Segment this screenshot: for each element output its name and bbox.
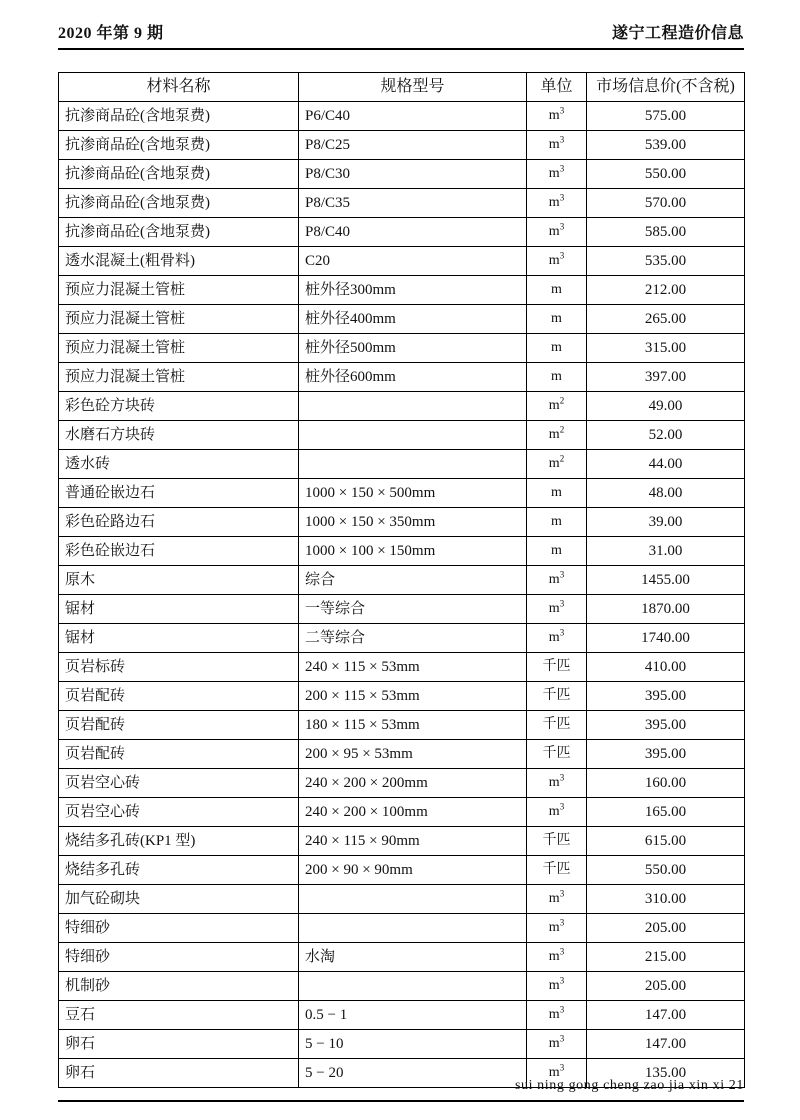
cell-unit: 千匹: [527, 740, 587, 769]
cell-specification: 1000 × 100 × 150mm: [299, 537, 527, 566]
cell-price: 395.00: [587, 682, 745, 711]
table-row: [59, 856, 745, 885]
cell-unit: $m^3$: [527, 595, 587, 624]
cell-material-name: 抗渗商品砼(含地泵费): [59, 102, 299, 131]
cell-material-name: 彩色砼嵌边石: [59, 537, 299, 566]
table-row: [59, 624, 745, 653]
table-body: [59, 102, 745, 1088]
cell-specification: 1000 × 150 × 350mm: [299, 508, 527, 537]
cell-specification: 1000 × 150 × 500mm: [299, 479, 527, 508]
table-row: [59, 189, 745, 218]
cell-unit: $m^3$: [527, 972, 587, 1001]
cell-specification: 240 × 115 × 90mm: [299, 827, 527, 856]
table-row: [59, 1001, 745, 1030]
cell-price: 265.00: [587, 305, 745, 334]
cell-specification: 5 − 20: [299, 1059, 527, 1088]
cell-specification: 240 × 115 × 53mm: [299, 653, 527, 682]
cell-price: 550.00: [587, 856, 745, 885]
cell-price: 205.00: [587, 914, 745, 943]
cell-specification: 180 × 115 × 53mm: [299, 711, 527, 740]
publication-title: 遂宁工程造价信息: [611, 25, 744, 42]
table-row: [59, 102, 745, 131]
cell-price: 535.00: [587, 247, 745, 276]
table-row: [59, 914, 745, 943]
table-row: [59, 537, 745, 566]
table-header-row: [59, 73, 745, 102]
table-row: [59, 334, 745, 363]
cell-material-name: 页岩配砖: [59, 682, 299, 711]
cell-unit: $m^3$: [527, 798, 587, 827]
cell-specification: 200 × 115 × 53mm: [299, 682, 527, 711]
cell-unit: m: [527, 479, 587, 508]
cell-price: 395.00: [587, 740, 745, 769]
cell-unit: m: [527, 305, 587, 334]
table-row: [59, 508, 745, 537]
price-table-container: [58, 72, 744, 1088]
cell-material-name: 抗渗商品砼(含地泵费): [59, 218, 299, 247]
cell-unit: $m^3$: [527, 885, 587, 914]
cell-price: 49.00: [587, 392, 745, 421]
cell-material-name: 特细砂: [59, 914, 299, 943]
cell-specification: [299, 392, 527, 421]
page-footer: sui ning gong cheng zao jia xin xi 21: [514, 1078, 744, 1093]
cell-material-name: 预应力混凝土管桩: [59, 276, 299, 305]
cell-specification: P8/C25: [299, 131, 527, 160]
cell-specification: 240 × 200 × 200mm: [299, 769, 527, 798]
cell-specification: [299, 421, 527, 450]
cell-material-name: 页岩空心砖: [59, 769, 299, 798]
cell-unit: 千匹: [527, 682, 587, 711]
cell-specification: P8/C35: [299, 189, 527, 218]
cell-material-name: 卵石: [59, 1059, 299, 1088]
cell-specification: 桩外径500mm: [299, 334, 527, 363]
cell-price: 1870.00: [587, 595, 745, 624]
cell-specification: [299, 914, 527, 943]
cell-unit: $m^3$: [527, 131, 587, 160]
cell-unit: $m^3$: [527, 1030, 587, 1059]
table-row: [59, 711, 745, 740]
table-row: [59, 479, 745, 508]
cell-specification: 240 × 200 × 100mm: [299, 798, 527, 827]
table-row: [59, 566, 745, 595]
cell-specification: 二等综合: [299, 624, 527, 653]
cell-price: 135.00: [587, 1059, 745, 1088]
table-row: [59, 450, 745, 479]
cell-price: 39.00: [587, 508, 745, 537]
cell-price: 160.00: [587, 769, 745, 798]
cell-material-name: 烧结多孔砖: [59, 856, 299, 885]
cell-material-name: 透水混凝土(粗骨料): [59, 247, 299, 276]
cell-material-name: 透水砖: [59, 450, 299, 479]
cell-unit: $m^2$: [527, 392, 587, 421]
cell-unit: m: [527, 276, 587, 305]
cell-material-name: 页岩空心砖: [59, 798, 299, 827]
cell-unit: 千匹: [527, 827, 587, 856]
price-table: [58, 72, 745, 1088]
cell-unit: $m^3$: [527, 160, 587, 189]
table-row: [59, 798, 745, 827]
cell-unit: m: [527, 537, 587, 566]
cell-price: 397.00: [587, 363, 745, 392]
cell-price: 147.00: [587, 1030, 745, 1059]
table-row: [59, 972, 745, 1001]
table-row: [59, 247, 745, 276]
cell-unit: $m^3$: [527, 102, 587, 131]
cell-price: 48.00: [587, 479, 745, 508]
cell-price: 615.00: [587, 827, 745, 856]
cell-unit: $m^3$: [527, 189, 587, 218]
cell-unit: 千匹: [527, 856, 587, 885]
table-row: [59, 218, 745, 247]
table-row: [59, 392, 745, 421]
column-header-price: 市场信息价(不含税): [587, 73, 745, 102]
cell-price: 165.00: [587, 798, 745, 827]
cell-unit: m: [527, 363, 587, 392]
cell-specification: P8/C30: [299, 160, 527, 189]
cell-specification: 200 × 95 × 53mm: [299, 740, 527, 769]
table-row: [59, 943, 745, 972]
cell-material-name: 普通砼嵌边石: [59, 479, 299, 508]
cell-price: 212.00: [587, 276, 745, 305]
cell-price: 1455.00: [587, 566, 745, 595]
cell-material-name: 锯材: [59, 595, 299, 624]
cell-specification: 综合: [299, 566, 527, 595]
table-row: [59, 160, 745, 189]
cell-price: 1740.00: [587, 624, 745, 653]
cell-unit: 千匹: [527, 711, 587, 740]
cell-specification: [299, 972, 527, 1001]
cell-unit: $m^3$: [527, 566, 587, 595]
cell-price: 215.00: [587, 943, 745, 972]
cell-price: 550.00: [587, 160, 745, 189]
cell-specification: [299, 450, 527, 479]
cell-material-name: 豆石: [59, 1001, 299, 1030]
cell-material-name: 机制砂: [59, 972, 299, 1001]
cell-specification: 桩外径300mm: [299, 276, 527, 305]
cell-specification: [299, 885, 527, 914]
column-header-unit: 单位: [527, 73, 587, 102]
table-row: [59, 885, 745, 914]
cell-material-name: 预应力混凝土管桩: [59, 363, 299, 392]
table-row: [59, 827, 745, 856]
cell-unit: m: [527, 508, 587, 537]
cell-material-name: 特细砂: [59, 943, 299, 972]
cell-unit: m: [527, 334, 587, 363]
cell-specification: 200 × 90 × 90mm: [299, 856, 527, 885]
cell-material-name: 卵石: [59, 1030, 299, 1059]
cell-specification: P8/C40: [299, 218, 527, 247]
cell-material-name: 加气砼砌块: [59, 885, 299, 914]
table-row: [59, 595, 745, 624]
table-row: [59, 682, 745, 711]
cell-material-name: 预应力混凝土管桩: [59, 334, 299, 363]
cell-material-name: 抗渗商品砼(含地泵费): [59, 160, 299, 189]
cell-material-name: 抗渗商品砼(含地泵费): [59, 131, 299, 160]
cell-material-name: 页岩配砖: [59, 740, 299, 769]
cell-unit: $m^3$: [527, 914, 587, 943]
cell-price: 31.00: [587, 537, 745, 566]
cell-unit: 千匹: [527, 653, 587, 682]
table-row: [59, 276, 745, 305]
cell-material-name: 彩色砼方块砖: [59, 392, 299, 421]
cell-unit: $m^2$: [527, 450, 587, 479]
cell-price: 575.00: [587, 102, 745, 131]
footer-divider: [58, 1100, 744, 1102]
table-row: [59, 653, 745, 682]
table-row: [59, 363, 745, 392]
cell-unit: $m^3$: [527, 247, 587, 276]
cell-price: 539.00: [587, 131, 745, 160]
cell-unit: $m^3$: [527, 1001, 587, 1030]
table-row: [59, 131, 745, 160]
cell-specification: 桩外径600mm: [299, 363, 527, 392]
column-header-spec: 规格型号: [299, 73, 527, 102]
cell-specification: 5 − 10: [299, 1030, 527, 1059]
table-row: [59, 1030, 745, 1059]
cell-material-name: 预应力混凝土管桩: [59, 305, 299, 334]
cell-price: 410.00: [587, 653, 745, 682]
cell-price: 585.00: [587, 218, 745, 247]
cell-material-name: 烧结多孔砖(KP1 型): [59, 827, 299, 856]
table-row: [59, 305, 745, 334]
cell-price: 395.00: [587, 711, 745, 740]
cell-specification: 0.5 − 1: [299, 1001, 527, 1030]
cell-unit: $m^3$: [527, 1059, 587, 1088]
cell-material-name: 彩色砼路边石: [59, 508, 299, 537]
cell-specification: 桩外径400mm: [299, 305, 527, 334]
cell-price: 52.00: [587, 421, 745, 450]
page-header: [58, 20, 744, 43]
cell-specification: 一等综合: [299, 595, 527, 624]
cell-price: 205.00: [587, 972, 745, 1001]
table-row: [59, 421, 745, 450]
cell-unit: $m^3$: [527, 624, 587, 653]
cell-price: 570.00: [587, 189, 745, 218]
column-header-name: 材料名称: [59, 73, 299, 102]
cell-material-name: 抗渗商品砼(含地泵费): [59, 189, 299, 218]
cell-specification: 水淘: [299, 943, 527, 972]
cell-material-name: 锯材: [59, 624, 299, 653]
table-row: [59, 769, 745, 798]
cell-unit: $m^2$: [527, 421, 587, 450]
cell-material-name: 页岩标砖: [59, 653, 299, 682]
cell-unit: $m^3$: [527, 769, 587, 798]
cell-specification: C20: [299, 247, 527, 276]
cell-price: 315.00: [587, 334, 745, 363]
cell-material-name: 水磨石方块砖: [59, 421, 299, 450]
cell-price: 44.00: [587, 450, 745, 479]
cell-specification: P6/C40: [299, 102, 527, 131]
cell-unit: $m^3$: [527, 943, 587, 972]
cell-material-name: 页岩配砖: [59, 711, 299, 740]
table-row: [59, 740, 745, 769]
cell-material-name: 原木: [59, 566, 299, 595]
cell-unit: $m^3$: [527, 218, 587, 247]
cell-price: 147.00: [587, 1001, 745, 1030]
cell-price: 310.00: [587, 885, 745, 914]
header-divider: [58, 48, 744, 50]
issue-label: 2020 年第 9 期: [58, 25, 164, 42]
